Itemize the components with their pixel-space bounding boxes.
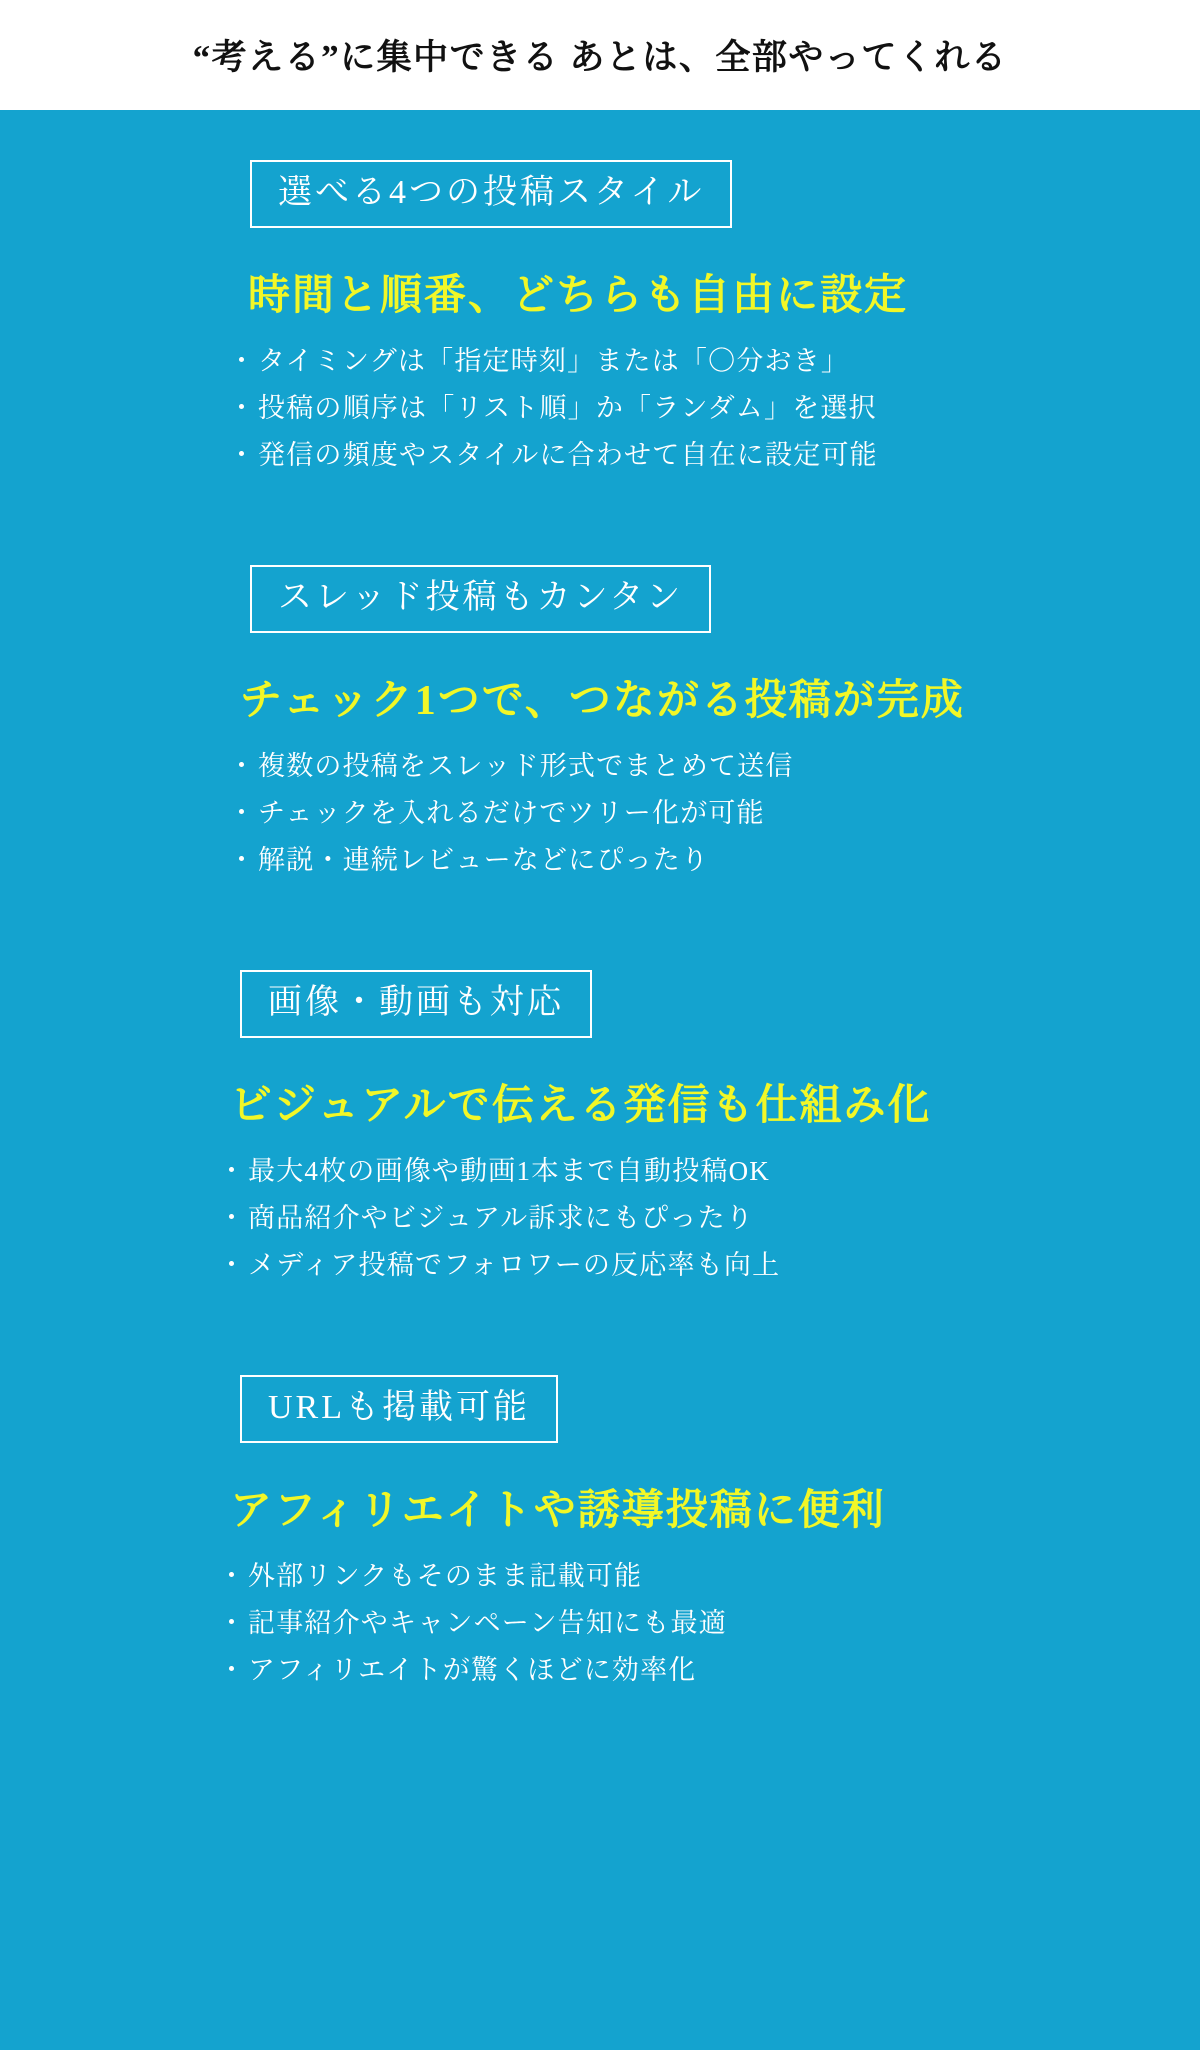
list-item: ・ 解説・連続レビューなどにぴったり — [228, 847, 1200, 874]
section-bullet-list — [0, 753, 1200, 874]
list-item: ・ 記事紹介やキャンペーン告知にも最適 — [218, 1610, 1200, 1637]
banner-headline: “考える”に集中できる あとは、全部やってくれる — [192, 38, 1008, 77]
list-item: ・ メディア投稿でフォロワーの反応率も向上 — [218, 1252, 1200, 1279]
feature-section-1 — [0, 160, 1200, 469]
section-badge: スレッド投稿もカンタン — [250, 565, 711, 633]
section-headline: チェック1つで、つながる投稿が完成 — [240, 678, 965, 724]
section-headline: ビジュアルで伝える発信も仕組み化 — [230, 1083, 932, 1129]
list-item: ・ アフィリエイトが驚くほどに効率化 — [218, 1657, 1200, 1684]
list-item: ・ チェックを入れるだけでツリー化が可能 — [228, 800, 1200, 827]
section-badge: URLも掲載可能 — [240, 1375, 558, 1443]
section-headline: 時間と順番、どちらも自由に設定 — [248, 273, 909, 319]
list-item: ・ 複数の投稿をスレッド形式でまとめて送信 — [228, 753, 1200, 780]
feature-section-2 — [0, 565, 1200, 874]
feature-sections — [0, 110, 1200, 1684]
section-badge: 選べる4つの投稿スタイル — [250, 160, 732, 228]
feature-section-3 — [0, 970, 1200, 1279]
badge-row — [0, 1375, 1200, 1443]
section-bullet-list — [0, 1563, 1200, 1684]
section-bullet-list — [0, 1158, 1200, 1279]
badge-row — [0, 565, 1200, 633]
list-item: ・ 最大4枚の画像や動画1本まで自動投稿OK — [218, 1158, 1200, 1185]
top-banner — [0, 0, 1200, 110]
badge-row — [0, 970, 1200, 1038]
badge-row — [0, 160, 1200, 228]
feature-section-4 — [0, 1375, 1200, 1684]
section-headline: アフィリエイトや誘導投稿に便利 — [230, 1488, 886, 1534]
list-item: ・ 商品紹介やビジュアル訴求にもぴったり — [218, 1205, 1200, 1232]
list-item: ・ 投稿の順序は「リスト順」か「ランダム」を選択 — [228, 395, 1200, 422]
list-item: ・ タイミングは「指定時刻」または「〇分おき」 — [228, 348, 1200, 375]
section-badge: 画像・動画も対応 — [240, 970, 592, 1038]
section-bullet-list — [0, 348, 1200, 469]
list-item: ・ 外部リンクもそのまま記載可能 — [218, 1563, 1200, 1590]
list-item: ・ 発信の頻度やスタイルに合わせて自在に設定可能 — [228, 442, 1200, 469]
